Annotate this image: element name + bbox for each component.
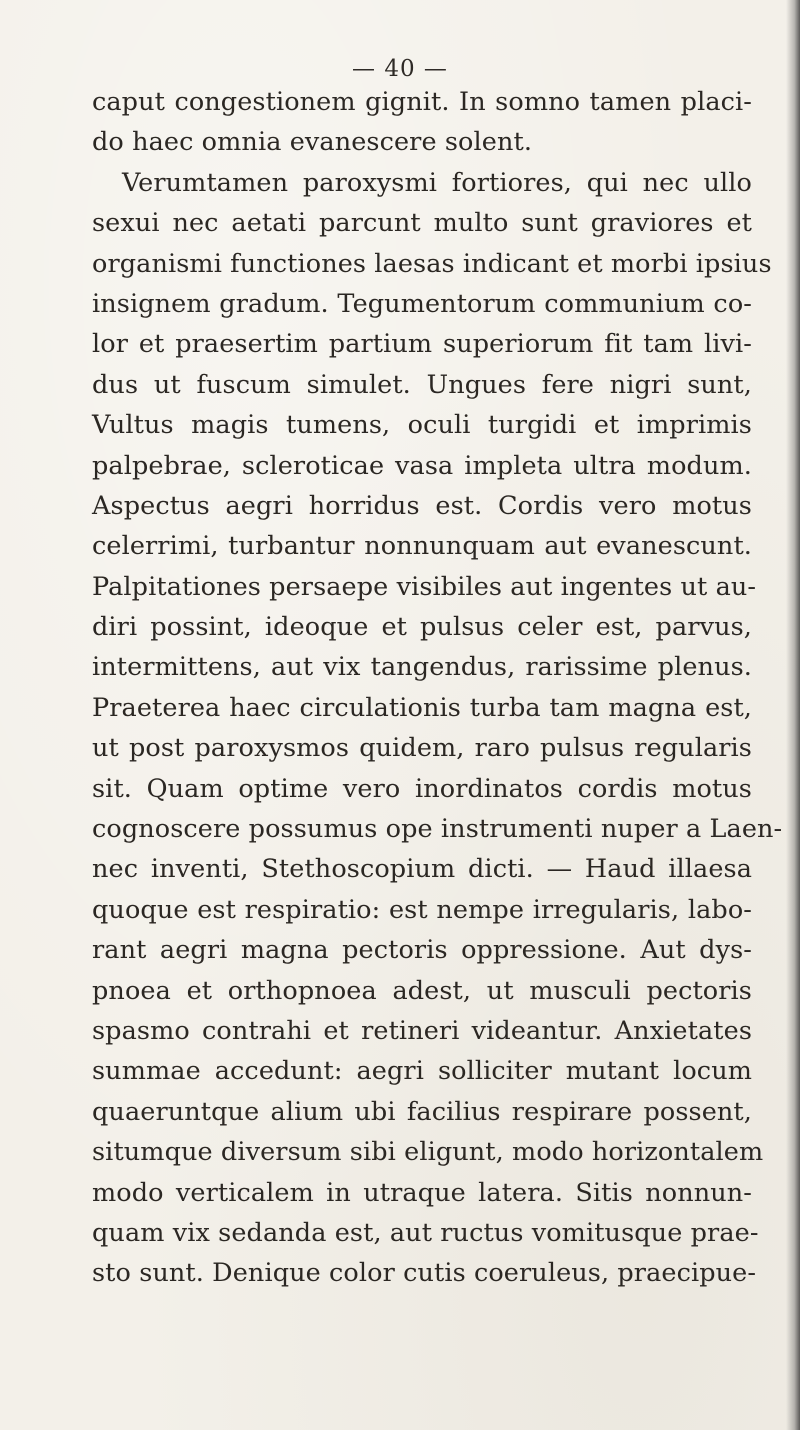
text-line: quaeruntque alium ubi facilius respirare possent, — [92, 1096, 752, 1127]
text-line: situmque diversum sibi eligunt, modo horizontalem — [92, 1137, 764, 1168]
text-line: ut post paroxysmos quidem, raro pulsus regularis — [92, 733, 752, 764]
text-line: nec inventi, Stethoscopium dicti. — Haud illaesa — [92, 854, 752, 885]
text-line: organismi functiones laesas indicant et morbi ipsius — [92, 248, 772, 279]
text-line: do haec omnia evanescere solent. — [92, 127, 533, 158]
text-line: caput congestionem gignit. In somno tamen placi- — [92, 87, 752, 117]
text-line: rant aegri magna pectoris oppressione. Aut dys- — [92, 935, 752, 966]
text-line: celerrimi, turbantur nonnunquam aut evanescunt. — [92, 531, 752, 562]
text-line: cognoscere possumus ope instrumenti nuper a Laen- — [92, 814, 783, 845]
text-line: sit. Quam optime vero inordinatos cordis motus — [92, 773, 752, 804]
page-edge-shadow — [786, 0, 800, 1430]
text-line: insignem gradum. Tegumentorum communium co- — [92, 288, 752, 319]
text-line: dus ut fuscum simulet. Ungues fere nigri sunt, — [92, 369, 752, 400]
text-line: Vultus magis tumens, oculi turgidi et imprimis — [92, 410, 752, 441]
body-text — [92, 82, 783, 1294]
text-line: quoque est respiratio: est nempe irregularis, labo- — [92, 894, 752, 925]
text-line: quam vix sedanda est, aut ructus vomitusque prae- — [92, 1217, 759, 1248]
text-line: modo verticalem in utraque latera. Sitis nonnun- — [92, 1177, 752, 1208]
text-line: Praeterea haec circulationis turba tam magna est, — [92, 692, 752, 723]
text-line: diri possint, ideoque et pulsus celer est, parvus, — [92, 612, 752, 643]
text-line: summae accedunt: aegri solliciter mutant locum — [92, 1056, 752, 1087]
text-line: Verumtamen paroxysmi fortiores, qui nec ullo — [122, 167, 752, 198]
text-line: palpebrae, scleroticae vasa impleta ultra modum. — [92, 450, 752, 481]
text-line: spasmo contrahi et retineri videantur. Anxietates — [92, 1015, 752, 1046]
text-line: sexui nec aetati parcunt multo sunt graviores et — [92, 208, 752, 239]
text-line: lor et praesertim partium superiorum fit tam livi- — [92, 329, 752, 360]
text-line: Aspectus aegri horridus est. Cordis vero motus — [92, 490, 752, 521]
page-number-header: — 40 — — [352, 56, 448, 82]
text-line: pnoea et orthopnoea adest, ut musculi pectoris — [92, 975, 752, 1006]
text-line: intermittens, aut vix tangendus, rarissime plenus. — [92, 652, 752, 683]
text-line: sto sunt. Denique color cutis coeruleus, praecipue- — [92, 1258, 757, 1289]
text-line: Palpitationes persaepe visibiles aut ingentes ut au- — [92, 571, 757, 602]
